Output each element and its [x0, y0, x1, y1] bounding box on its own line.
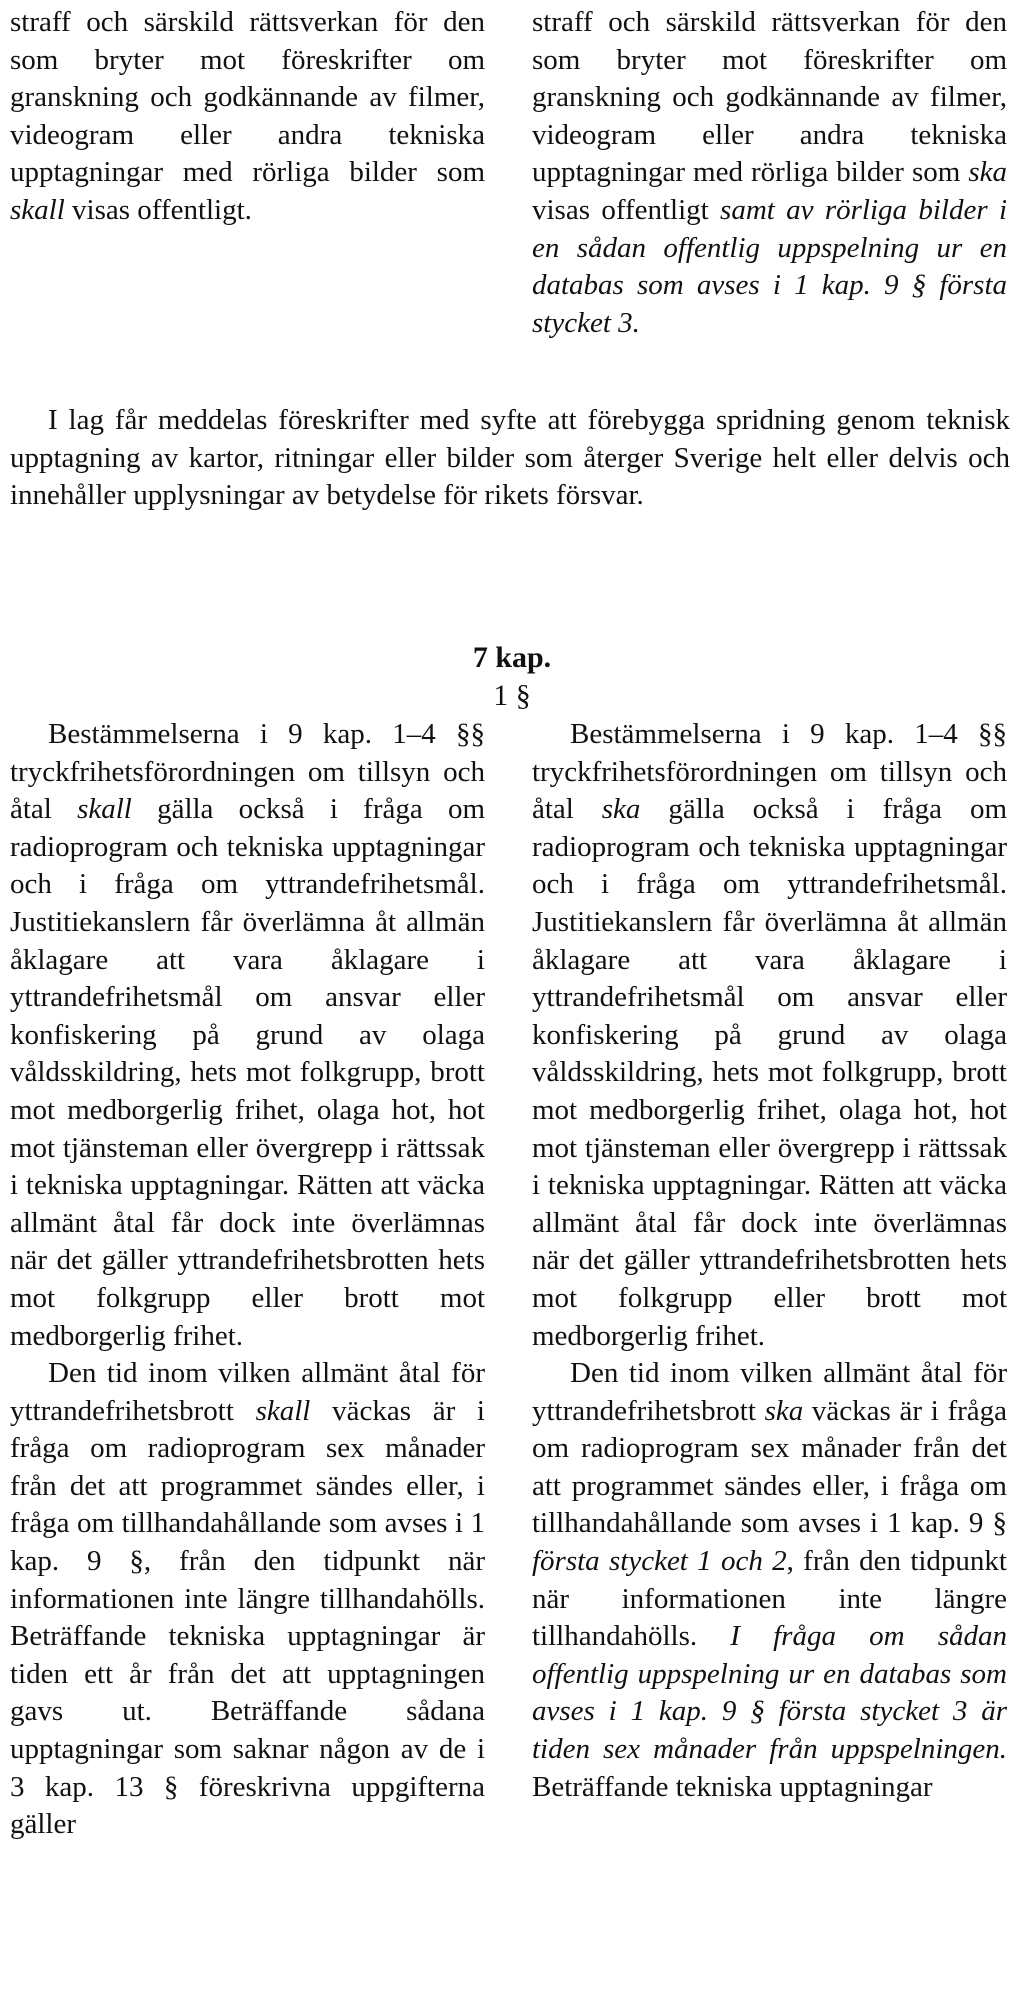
chapter-title: 7 kap. [472, 641, 552, 674]
top-right-italic: ska [968, 156, 1007, 189]
left-p2-italic: skall [255, 1394, 311, 1427]
right-p2-italic2: första stycket 1 och 2 [532, 1545, 787, 1578]
left-p1-italic: skall [77, 793, 132, 826]
right-p2-italic: ska [764, 1394, 804, 1427]
left-column [10, 716, 485, 1844]
section-number: 1 § [493, 679, 531, 712]
top-left-text-b: visas offentligt. [64, 193, 252, 226]
right-p1-b: gälla också i fråga om radioprogram och tekniska upptagningar och i fråga om yttrandefrihetsmål. Justitiekanslern får överlämna åt allmän åklagare att vara åklagare i yttrandefrihetsmål om ansvar eller konfiskering på grund av olaga våldsskildring, hets mot folkgrupp, brott mot medborgerlig frihet, olaga hot, hot mot tjänsteman eller övergrepp i rättssak i tekniska upptagningar. Rätten att väcka allmänt åtal får dock inte överlämnas när det gäller yttrandefrihetsbrotten hets mot folkgrupp eller brott mot medborgerlig frihet. [532, 793, 1008, 1352]
left-paragraph-2 [10, 1355, 485, 1844]
top-left-text [10, 4, 485, 230]
full-width-paragraph: I lag får meddelas föreskrifter med syfte att förebygga spridning genom teknisk upptagning av kartor, ritningar eller bilder som återger Sverige helt eller delvis och innehåller upplysningar av betydelse för rikets försvar. [10, 404, 1010, 512]
right-p2-b: väckas är i fråga om radioprogram sex månader från det att programmet sändes eller, i fråga om tillhandahållande som avses i 1 kap. 9 § [532, 1394, 1008, 1540]
right-paragraph-1 [532, 716, 1007, 1355]
left-p2-a: Den tid inom vilken allmänt åtal för yttrandefrihetsbrott [10, 1357, 485, 1427]
left-p1-b: gälla också i fråga om radioprogram och tekniska upptagningar och i fråga om yttrandefrihetsmål. Justitiekanslern får överlämna åt allmän åklagare att vara åklagare i yttrandefrihetsmål om ansvar eller konfiskering på grund av olaga våldsskildring, hets mot folkgrupp, brott mot medborgerlig frihet, olaga hot, hot mot tjänsteman eller övergrepp i rättssak i tekniska upptagningar. Rätten att väcka allmänt åtal får dock inte överlämnas när det gäller yttrandefrihetsbrotten hets mot folkgrupp eller brott mot medborgerlig frihet. [10, 793, 485, 1352]
top-left-column [10, 4, 485, 230]
top-left-text-a: straff och särskild rättsverkan för den som bryter mot föreskrifter om granskning och godkännande av filmer, videogram eller andra tekniska upptagningar med rörliga bilder som [10, 6, 485, 189]
left-paragraph-1 [10, 716, 485, 1355]
right-paragraph-2 [532, 1355, 1007, 1806]
top-right-column [532, 4, 1007, 342]
top-right-text-b: visas offentligt [532, 193, 721, 226]
right-p2-a: Den tid inom vilken allmänt åtal för yttrandefrihetsbrott [532, 1357, 1007, 1427]
right-p1-italic: ska [601, 793, 641, 826]
right-p1-a: Bestämmelserna i 9 kap. 1–4 §§ tryckfrihetsförordningen om tillsyn och åtal [532, 718, 1007, 826]
left-p1-a: Bestämmelserna i 9 kap. 1–4 §§ tryckfrihetsförordningen om tillsyn och åtal [10, 718, 485, 826]
right-p2-italic3: I fråga om sådan offentlig uppspelning ur en databas som avses i 1 kap. 9 § första stycket 3 är tiden sex månader från uppspelningen. [532, 1620, 1008, 1766]
top-right-text-a: straff och särskild rättsverkan för den som bryter mot föreskrifter om granskning och godkännande av filmer, videogram eller andra tekniska upptagningar med rörliga bilder som [532, 6, 1007, 189]
left-p2-b: väckas är i fråga om radioprogram sex månader från det att programmet sändes eller, i fråga om tillhandahållande som avses i 1 kap. 9 §, från den tidpunkt när informationen inte längre tillhandahölls. Beträffande tekniska upptagningar är tiden ett år från det att upptagningen gavs ut. Beträffande sådana upptagningar som saknar någon av de i 3 kap. 13 § föreskrivna uppgifterna gäller [10, 1394, 485, 1841]
top-left-italic: skall [10, 193, 65, 226]
top-right-text [532, 4, 1007, 342]
top-right-italic-tail: samt av rörliga bilder i en sådan offentlig uppspelning ur en databas som avses i 1 kap. 9 § första stycket 3. [532, 193, 1008, 339]
right-p2-c: , från den tidpunkt när informationen inte längre tillhandahölls. [532, 1545, 1007, 1653]
right-p2-d: Beträffande tekniska upptagningar [532, 1770, 933, 1803]
right-column [532, 716, 1007, 1806]
